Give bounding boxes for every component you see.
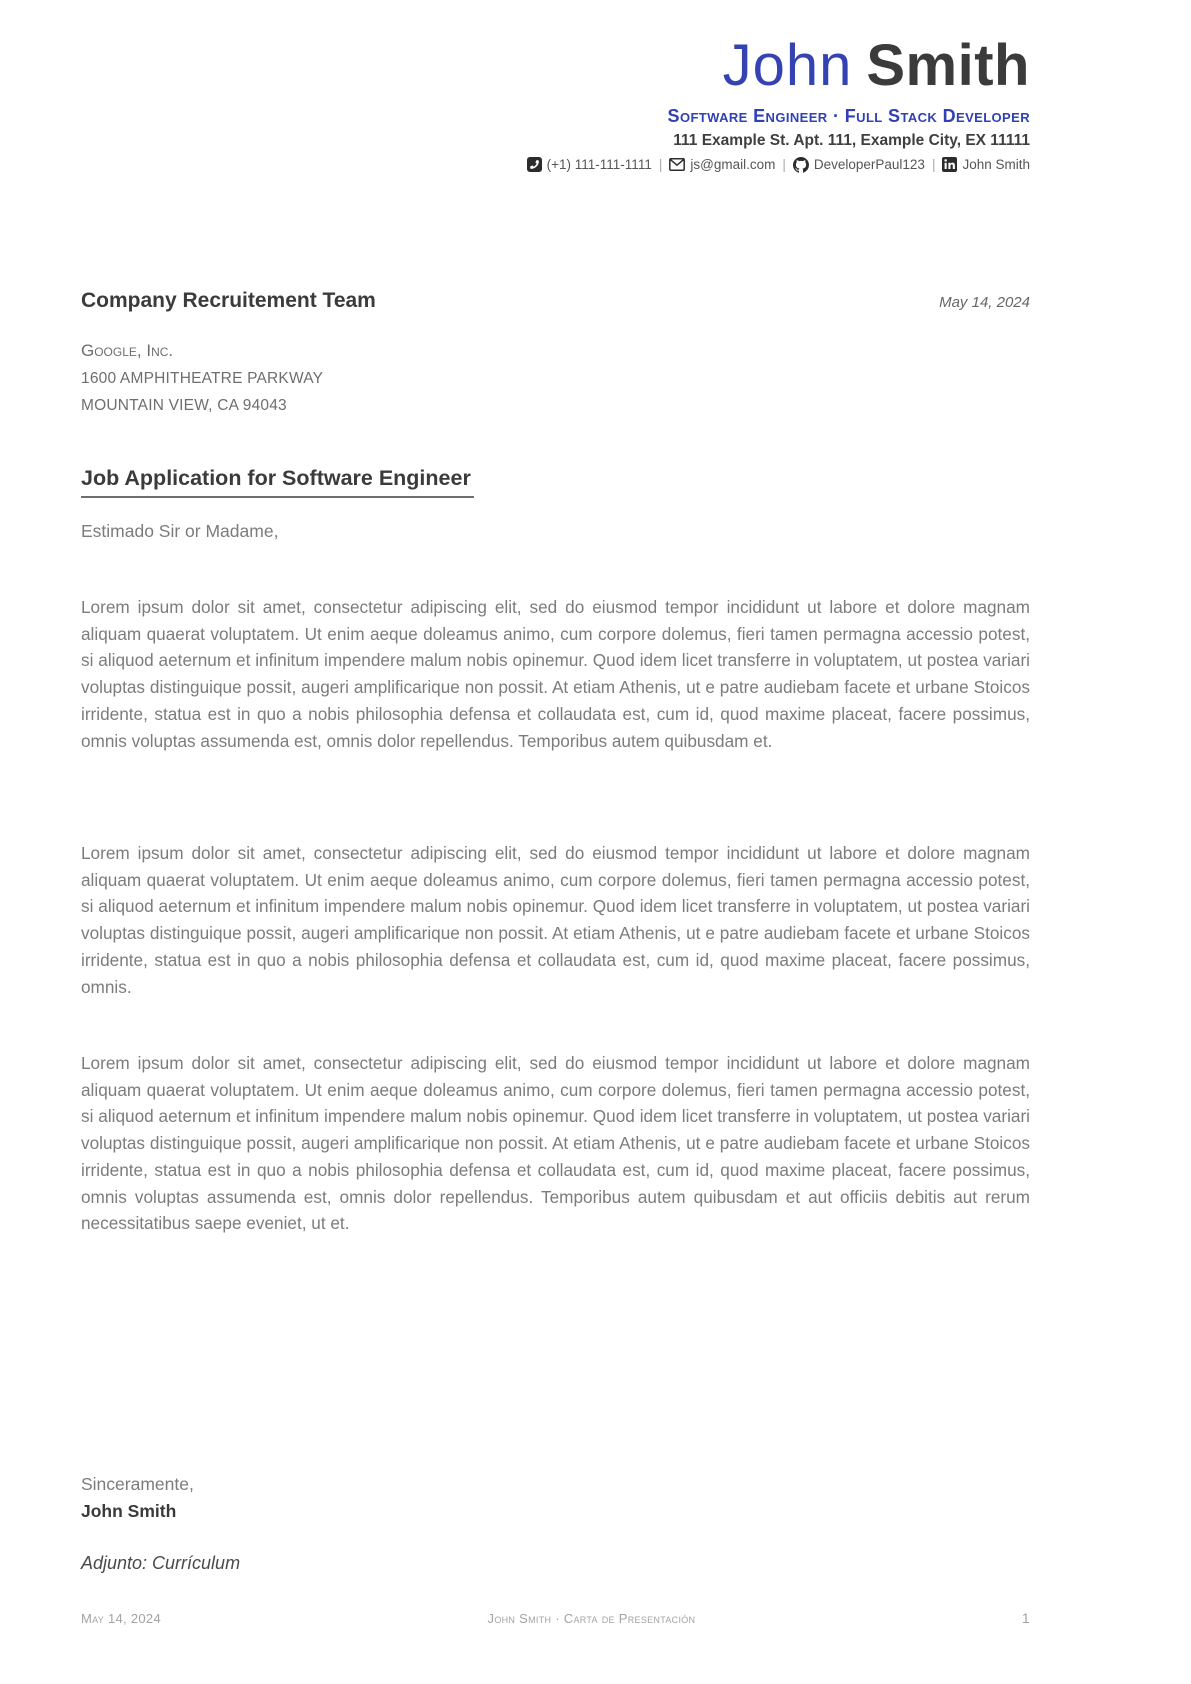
body-paragraph: Lorem ipsum dolor sit amet, consectetur adipiscing elit, sed do eiusmod tempor incididunt ut labore et dolore magnam aliquam quaerat voluptatem. Ut enim aeque doleamus animo, cum corpore dolemus, fieri tamen permagna accessio potest, si aliquod aeternum et infinitum impendere malum nobis opinemur. Quod idem licet transferre in voluptatem, ut postea variari voluptas distinguique possit, augeri amplificarique non possit. At etiam Athenis, ut e patre audiebam facete et urbane Stoicos irridente, statua est in quo a nobis philosophia defensa et collaudata est, cum id, quod maxime placeat, facere possimus, omnis.	[81, 843, 1030, 997]
phone-number: (+1) 111-111-1111	[546, 157, 652, 173]
last-name: Smith	[866, 33, 1030, 98]
footer-date: May 14, 2024	[81, 1611, 161, 1626]
letter-header	[81, 33, 1030, 173]
contact-separator: |	[782, 157, 786, 173]
recipient-company: Google, Inc.	[81, 341, 174, 360]
linkedin-icon	[942, 157, 957, 172]
linkedin-contact[interactable]	[942, 157, 1030, 172]
letter-date: May 14, 2024	[939, 294, 1030, 311]
footer-title: John Smith · Carta de Presentación	[487, 1611, 696, 1626]
recipient-address-line1: 1600 AMPHITHEATRE PARKWAY	[81, 370, 324, 387]
phone-contact[interactable]	[527, 157, 652, 172]
recipient-team: Company Recruitement Team	[81, 289, 376, 312]
page-footer	[81, 1610, 1030, 1626]
body-paragraph: Lorem ipsum dolor sit amet, consectetur adipiscing elit, sed do eiusmod tempor incididunt ut labore et dolore magnam aliquam quaerat voluptatem. Ut enim aeque doleamus animo, cum corpore dolemus, fieri tamen permagna accessio potest, si aliquod aeternum et infinitum impendere malum nobis opinemur. Quod idem licet transferre in voluptatem, ut postea variari voluptas distinguique possit, augeri amplificarique non possit. At etiam Athenis, ut e patre audiebam facete et urbane Stoicos irridente, statua est in quo a nobis philosophia defensa et collaudata est, cum id, quod maxime placeat, facere possimus, omnis voluptas assumenda est, omnis dolor repellendus. Temporibus autem quibusdam et.	[81, 597, 1030, 751]
candidate-name	[81, 33, 1030, 98]
github-icon	[793, 157, 809, 173]
candidate-address: 111 Example St. Apt. 111, Example City, EX 11111	[673, 131, 1030, 149]
email-address: js@gmail.com	[690, 157, 776, 173]
phone-icon	[527, 157, 542, 172]
first-name: John	[722, 33, 853, 98]
recipient-address-line2: MOUNTAIN VIEW, CA 94043	[81, 397, 287, 414]
footer-page-number: 1	[1021, 1610, 1030, 1626]
linkedin-name: John Smith	[962, 157, 1030, 173]
contact-separator: |	[658, 157, 663, 173]
job-tagline: Software Engineer · Full Stack Developer	[667, 105, 1030, 126]
enclosure-note: Adjunto: Currículum	[81, 1553, 241, 1573]
letter-subject-text: Job Application for Software Engineer	[81, 466, 474, 498]
recipient-row	[81, 289, 1030, 313]
contact-row	[81, 157, 1030, 173]
github-username: DeveloperPaul123	[813, 157, 925, 173]
letter-subject	[81, 466, 474, 498]
github-contact[interactable]	[793, 157, 925, 173]
salutation: Estimado Sir or Madame,	[81, 521, 279, 541]
email-contact[interactable]	[669, 157, 775, 172]
contact-separator: |	[931, 157, 936, 173]
closing-phrase: Sinceramente,	[81, 1474, 194, 1494]
body-paragraph: Lorem ipsum dolor sit amet, consectetur adipiscing elit, sed do eiusmod tempor incididunt ut labore et dolore magnam aliquam quaerat voluptatem. Ut enim aeque doleamus animo, cum corpore dolemus, fieri tamen permagna accessio potest, si aliquod aeternum et infinitum impendere malum nobis opinemur. Quod idem licet transferre in voluptatem, ut postea variari voluptas distinguique possit, augeri amplificarique non possit. At etiam Athenis, ut e patre audiebam facete et urbane Stoicos irridente, statua est in quo a nobis philosophia defensa et collaudata est, cum id, quod maxime placeat, facere possimus, omnis voluptas assumenda est, omnis dolor repellendus. Temporibus autem quibusdam et aut officiis debitis aut rerum necessitatibus saepe eveniet, ut et.	[81, 1053, 1030, 1234]
envelope-icon	[669, 158, 685, 171]
signature-name: John Smith	[81, 1501, 177, 1521]
